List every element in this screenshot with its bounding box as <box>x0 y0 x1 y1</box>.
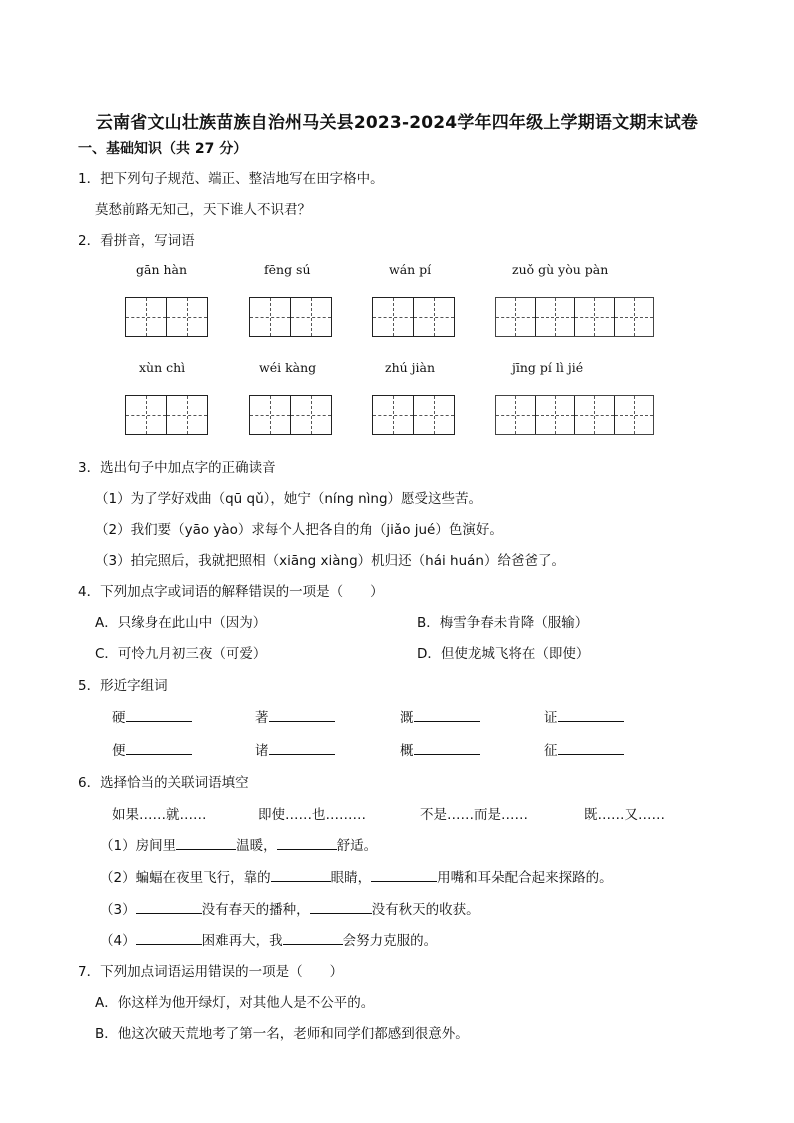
question-6-label: 6．选择恰当的关联词语填空 <box>78 775 249 791</box>
sentence-text: 温暖， <box>236 838 277 854</box>
option-d[interactable]: D．但使龙城飞将在（即使） <box>417 646 590 662</box>
answer-blank[interactable] <box>283 930 343 945</box>
question-3-label: 3．选出句子中加点字的正确读音 <box>78 460 276 476</box>
char: 诸 <box>255 743 269 759</box>
conjunction-choice: 即使……也……… <box>258 807 366 823</box>
answer-blank[interactable] <box>310 899 372 914</box>
sentence-text: （3） <box>100 902 136 918</box>
writing-grid[interactable] <box>249 395 332 435</box>
sentence-text: （4） <box>100 933 136 949</box>
writing-grid[interactable] <box>372 297 455 337</box>
writing-grid[interactable] <box>125 297 208 337</box>
answer-blank[interactable] <box>136 930 202 945</box>
fill-sentence-3 <box>100 898 480 918</box>
pinyin-text: wán pí <box>389 262 432 277</box>
char: 溉 <box>400 710 414 726</box>
question-4-label: 4．下列加点字或词语的解释错误的一项是（ ） <box>78 584 384 600</box>
char: 硬 <box>112 710 126 726</box>
writing-grid-row-2 <box>0 395 794 435</box>
char: 证 <box>544 710 558 726</box>
answer-blank[interactable] <box>126 740 192 755</box>
pinyin-text: wéi kàng <box>259 360 317 375</box>
page-title: 云南省文山壮族苗族自治州马关县2023-2024学年四年级上学期语文期末试卷 <box>95 113 699 133</box>
pinyin-text: fēng sú <box>264 262 311 277</box>
answer-blank[interactable] <box>176 835 236 850</box>
option-c[interactable]: C．可怜九月初三夜（可爱） <box>95 646 267 662</box>
writing-grid[interactable] <box>372 395 455 435</box>
question-1-label: 1．把下列句子规范、端正、整洁地写在田字格中。 <box>78 171 384 187</box>
word-item <box>255 706 335 726</box>
answer-blank[interactable] <box>414 740 480 755</box>
answer-blank[interactable] <box>558 740 624 755</box>
section-heading: 一、基础知识（共 27 分） <box>78 141 248 157</box>
char: 便 <box>112 743 126 759</box>
fill-sentence-4 <box>100 929 437 949</box>
question-3-item: （1）为了学好戏曲（qū qǔ），她宁（níng nìng）愿受这些苦。 <box>95 491 483 507</box>
question-7-label: 7．下列加点词语运用错误的一项是（ ） <box>78 964 344 980</box>
pinyin-text: jīng pí lì jié <box>512 360 584 375</box>
word-item <box>112 706 192 726</box>
sentence-text: 困难再大，我 <box>201 933 283 949</box>
question-5-label: 5．形近字组词 <box>78 678 168 694</box>
conjunction-choice: 不是……而是…… <box>420 807 528 823</box>
word-item <box>544 739 624 759</box>
conjunction-choice: 如果……就…… <box>112 807 207 823</box>
pinyin-text: gān hàn <box>136 262 188 277</box>
char: 著 <box>255 710 269 726</box>
fill-sentence-1 <box>100 834 377 854</box>
writing-grid[interactable] <box>495 297 654 337</box>
answer-blank[interactable] <box>136 899 202 914</box>
sentence-text: 眼睛， <box>330 870 372 886</box>
option-a[interactable]: A．你这样为他开绿灯，对其他人是不公平的。 <box>95 995 375 1011</box>
pinyin-text: zhú jiàn <box>385 360 436 375</box>
pinyin-text: zuǒ gù yòu pàn <box>512 262 609 277</box>
sentence-text: 没有秋天的收获。 <box>371 902 480 918</box>
word-item <box>255 739 335 759</box>
sentence-text: 用嘴和耳朵配合起来探路的。 <box>437 870 613 886</box>
option-a[interactable]: A．只缘身在此山中（因为） <box>95 615 267 631</box>
answer-blank[interactable] <box>371 867 437 882</box>
option-b[interactable]: B．他这次破天荒地考了第一名，老师和同学们都感到很意外。 <box>95 1026 469 1042</box>
writing-grid[interactable] <box>125 395 208 435</box>
question-3-item: （3）拍完照后，我就把照相（xiāng xiàng）机归还（hái huán）给爸爸了。 <box>95 553 565 569</box>
answer-blank[interactable] <box>269 707 335 722</box>
answer-blank[interactable] <box>277 835 337 850</box>
answer-blank[interactable] <box>558 707 624 722</box>
sentence-text: （1）房间里 <box>100 838 177 854</box>
answer-blank[interactable] <box>126 707 192 722</box>
word-item <box>400 739 480 759</box>
writing-grid[interactable] <box>249 297 332 337</box>
pinyin-text: xùn chì <box>139 360 186 375</box>
sentence-text: 会努力克服的。 <box>342 933 438 949</box>
char: 概 <box>400 743 414 759</box>
word-item <box>112 739 192 759</box>
char: 征 <box>544 743 558 759</box>
sentence-text: 没有春天的播种， <box>201 902 310 918</box>
answer-blank[interactable] <box>414 707 480 722</box>
answer-blank[interactable] <box>269 740 335 755</box>
sentence-text: 舒适。 <box>336 838 378 854</box>
word-item <box>400 706 480 726</box>
sentence-text: （2）蝙蝠在夜里飞行，靠的 <box>100 870 271 886</box>
writing-grid[interactable] <box>495 395 654 435</box>
conjunction-choice: 既……又…… <box>584 807 665 823</box>
question-3-item: （2）我们要（yāo yào）求每个人把各自的角（jiǎo jué）色演好。 <box>95 522 503 538</box>
writing-grid-row-1 <box>0 297 794 337</box>
question-2-label: 2．看拼音，写词语 <box>78 233 195 249</box>
option-b[interactable]: B．梅雪争春未肯降（服输） <box>417 615 589 631</box>
answer-blank[interactable] <box>271 867 331 882</box>
word-item <box>544 706 624 726</box>
fill-sentence-2 <box>100 866 613 886</box>
question-1-sentence: 莫愁前路无知己，天下谁人不识君？ <box>95 202 311 218</box>
